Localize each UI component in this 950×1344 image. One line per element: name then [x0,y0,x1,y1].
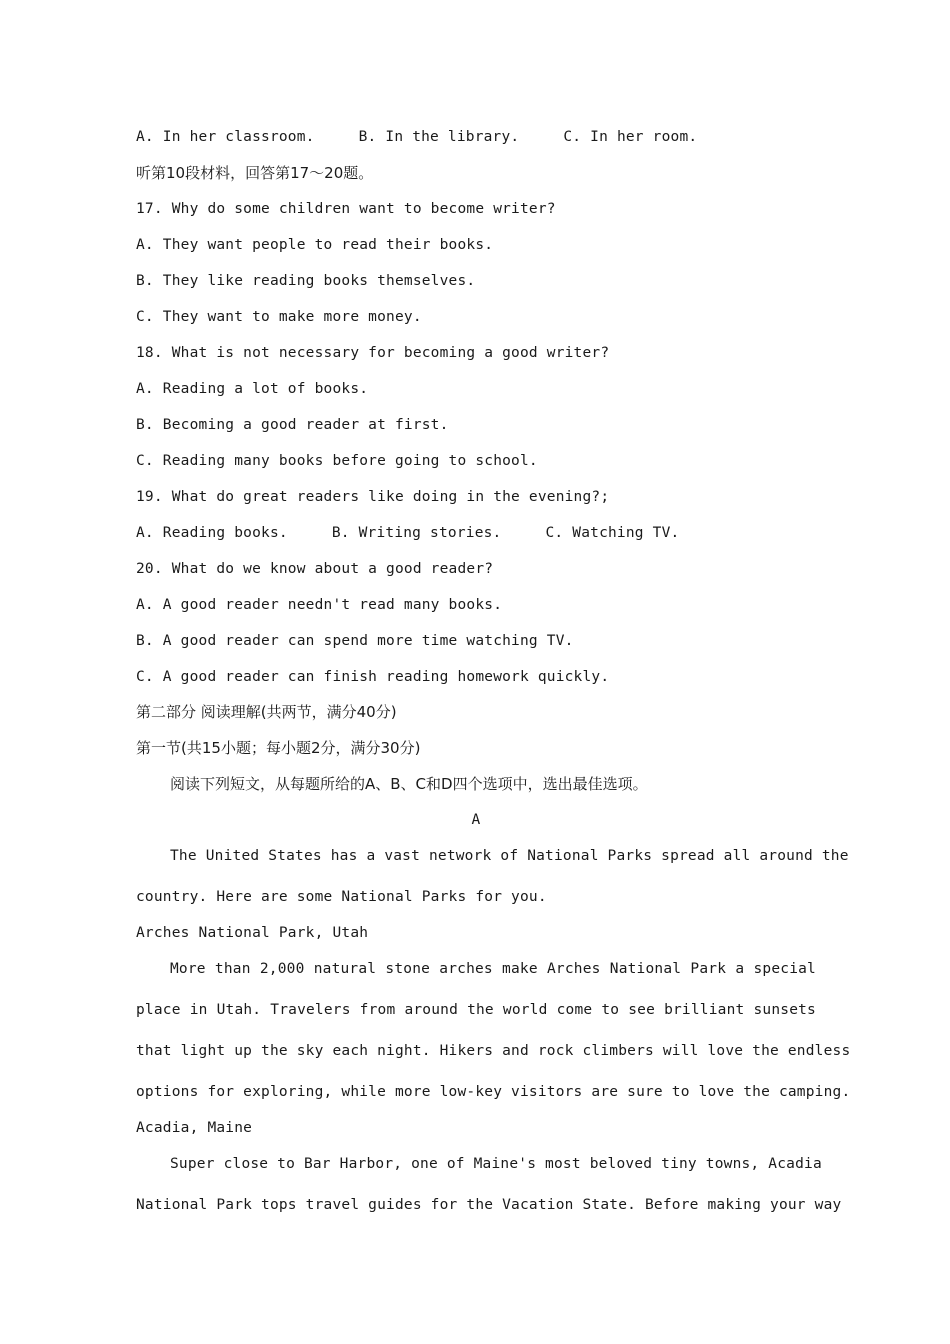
q17-option-c: C. They want to make more money. [136,309,422,325]
q19-option-c: C. Watching TV. [545,525,680,541]
arches-line-1: More than 2,000 natural stone arches make Arches National Park a special [170,961,816,977]
arches-line-3: that light up the sky each night. Hikers and rock climbers will love the endless [136,1043,851,1059]
listen-instruction-10: 听第10段材料，回答第17～20题。 [136,164,374,182]
acadia-heading: Acadia, Maine [136,1120,253,1136]
q19-option-b: B. Writing stories. [331,525,502,541]
q16-option-b: B. In the library. [358,129,520,145]
q18-option-c: C. Reading many books before going to school. [136,453,538,469]
q16-option-a: A. In her classroom. [136,129,315,145]
intro-line-1: The United States has a vast network of National Parks spread all around the [170,848,849,864]
q18-question: 18. What is not necessary for becoming a good writer? [136,345,610,361]
q19-option-a: A. Reading books. [136,525,288,541]
arches-line-2: place in Utah. Travelers from around the world come to see brilliant sunsets [136,1002,816,1018]
reading-instruction: 阅读下列短文，从每题所给的A、B、C和D四个选项中，选出最佳选项。 [170,775,648,793]
passage-label: A [471,812,481,828]
q20-question: 20. What do we know about a good reader? [136,561,494,577]
q20-option-b: B. A good reader can spend more time watching TV. [136,633,574,649]
q16-option-c: C. In her room. [563,129,698,145]
q17-question: 17. Why do some children want to become writer? [136,201,556,217]
section-one-heading: 第一节(共15小题；每小题2分，满分30分) [136,739,421,757]
arches-line-4: options for exploring, while more low-key visitors are sure to love the camping. [136,1084,851,1100]
acadia-line-2: National Park tops travel guides for the Vacation State. Before making your way [136,1197,842,1213]
q18-option-a: A. Reading a lot of books. [136,381,369,397]
q20-option-c: C. A good reader can finish reading homework quickly. [136,669,610,685]
q20-option-a: A. A good reader needn't read many books. [136,597,503,613]
q19-question: 19. What do great readers like doing in the evening?; [136,489,610,505]
arches-heading: Arches National Park, Utah [136,925,369,941]
q17-option-a: A. They want people to read their books. [136,237,494,253]
intro-line-2: country. Here are some National Parks for you. [136,889,547,905]
part-two-heading: 第二部分 阅读理解(共两节，满分40分) [136,703,397,721]
q18-option-b: B. Becoming a good reader at first. [136,417,449,433]
q19-options-row [136,523,679,543]
acadia-line-1: Super close to Bar Harbor, one of Maine's most beloved tiny towns, Acadia [170,1156,822,1172]
q16-options-row [136,127,697,147]
q17-option-b: B. They like reading books themselves. [136,273,476,289]
